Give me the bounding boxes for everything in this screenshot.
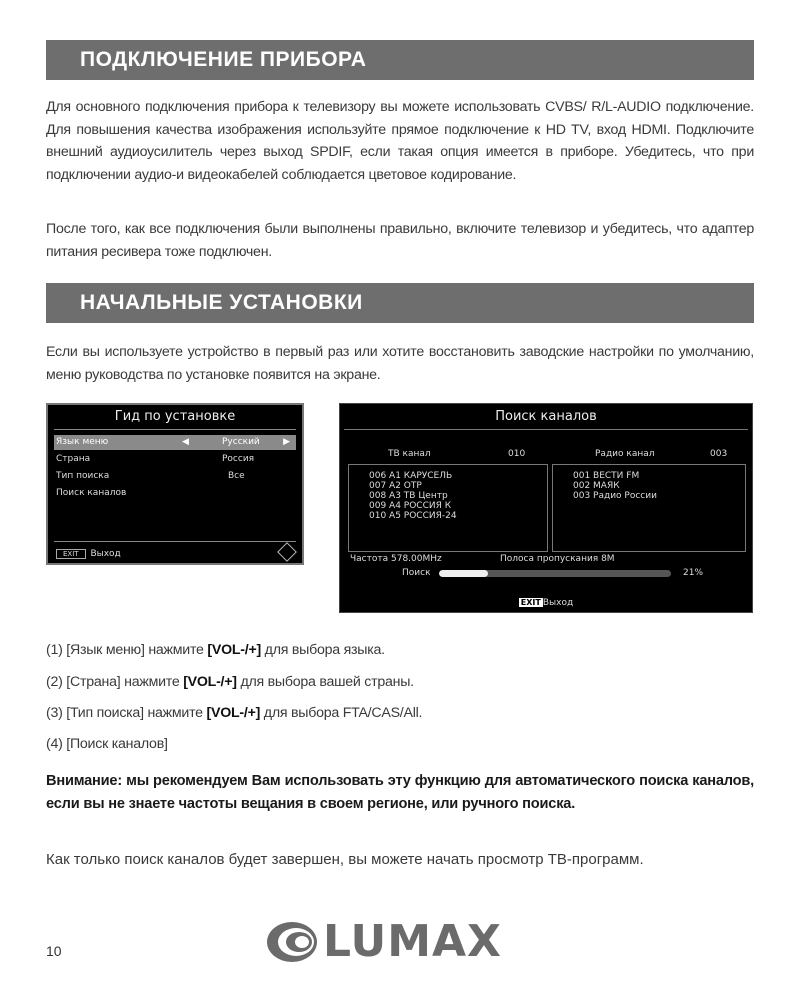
initial-setup-paragraph: Если вы используете устройство в первый раз или хотите восстановить заводские настройки по умолчанию, меню руководства по установке появится на экране.	[46, 344, 754, 383]
radio-channel-list	[573, 471, 657, 501]
setup-guide-screenshot	[46, 403, 304, 565]
step-text: для выбора языка.	[260, 642, 385, 658]
divider	[54, 429, 296, 430]
step-key: [VOL-/+]	[206, 705, 261, 721]
list-item: 001 ВЕСТИ FM	[573, 471, 640, 481]
setup-row-label: Страна	[56, 454, 91, 464]
search-progress-bar	[439, 570, 671, 577]
section-heading-initial-setup: НАЧАЛЬНЫЕ УСТАНОВКИ	[46, 283, 754, 323]
lumax-swoosh-icon	[265, 919, 319, 965]
step-1	[46, 642, 385, 658]
step-text: (3) [Тип поиска] нажмите	[46, 705, 207, 721]
tv-channel-list	[369, 471, 457, 521]
step-3	[46, 705, 422, 721]
step-text: (4) [Поиск каналов]	[46, 736, 168, 752]
progress-label: Поиск	[402, 568, 431, 578]
tv-channel-label: ТВ канал	[388, 449, 431, 459]
navigation-diamond-icon	[277, 542, 297, 562]
arrow-left-icon: ◀	[182, 437, 189, 447]
radio-channel-list-box	[552, 464, 746, 552]
bandwidth-label: Полоса пропускания 8M	[500, 554, 615, 564]
frequency-label: Частота 578.00MHz	[350, 554, 442, 564]
step-4	[46, 736, 168, 752]
radio-channel-label: Радио канал	[595, 449, 655, 459]
channel-search-screenshot	[339, 403, 753, 613]
list-item: 006 A1 КАРУСЕЛЬ	[369, 471, 453, 481]
final-paragraph: Как только поиск каналов будет завершен, вы можете начать просмотр ТВ-программ.	[46, 851, 644, 868]
attention-note: Внимание: мы рекомендуем Вам использовать эту функцию для автоматического поиска каналов, если вы не знаете частоты вещания в своем регионе, или ручного поиска.	[46, 773, 754, 812]
arrow-right-icon: ▶	[283, 437, 290, 447]
exit-label: Выход	[90, 549, 121, 559]
page-number: 10	[46, 943, 62, 959]
setup-row-label: Поиск каналов	[56, 488, 127, 498]
setup-footer	[56, 549, 121, 559]
channel-search-title: Поиск каналов	[495, 409, 597, 424]
exit-key: EXIT	[520, 598, 541, 607]
setup-guide-title: Гид по установке	[114, 409, 236, 424]
setup-row-channel-search	[54, 486, 296, 501]
setup-row-value: Россия	[222, 454, 255, 464]
setup-row-search-type	[54, 469, 296, 484]
list-item: 002 МАЯК	[573, 481, 620, 491]
setup-row-label: Язык меню	[56, 437, 109, 447]
list-item: 010 A5 РОССИЯ-24	[369, 511, 457, 521]
setup-row-value: Все	[228, 471, 245, 481]
connection-paragraph-2: После того, как все подключения были выполнены правильно, включите телевизор и убедитесь, что адаптер питания ресивера тоже подключен.	[46, 221, 754, 260]
setup-row-country	[54, 452, 296, 467]
step-text: (2) [Страна] нажмите	[46, 674, 184, 690]
progress-value: 21%	[683, 568, 704, 578]
exit-key: EXIT	[56, 549, 86, 559]
connection-paragraph-1: Для основного подключения прибора к телевизору вы можете использовать CVBS/ R/L-AUDIO подключение. Для повышения качества изображения используйте прямое подключение к HD TV, вход HDMI. Подключите внешний аудиоусилитель через выход SPDIF, если такая опция имеется в приборе. Убедитесь, что при подключении аудио-и видеокабелей соблюдается цветовое кодирование.	[46, 99, 754, 183]
list-item: 008 A3 ТВ Центр	[369, 491, 448, 501]
step-text: для выбора вашей страны.	[236, 674, 414, 690]
divider	[54, 541, 296, 542]
setup-row-value: Русский	[222, 437, 260, 447]
section-heading-connection: ПОДКЛЮЧЕНИЕ ПРИБОРА	[46, 40, 754, 80]
step-key: [VOL-/+]	[207, 642, 261, 658]
lumax-logo	[265, 917, 502, 967]
divider	[344, 429, 748, 430]
search-progress-fill	[439, 570, 488, 577]
list-item: 003 Радио России	[573, 491, 657, 501]
tv-channel-list-box	[348, 464, 548, 552]
logo-wordmark: LUMAX	[323, 916, 502, 967]
radio-channel-count: 003	[710, 449, 728, 459]
tv-channel-count: 010	[508, 449, 526, 459]
setup-row-language	[54, 435, 296, 450]
search-footer	[340, 598, 752, 608]
step-2	[46, 674, 414, 690]
list-item: 009 A4 РОССИЯ К	[369, 501, 452, 511]
step-text: для выбора FTA/CAS/All.	[260, 705, 423, 721]
exit-label: Выход	[542, 598, 574, 608]
setup-row-label: Тип поиска	[56, 471, 110, 481]
step-key: [VOL-/+]	[183, 674, 237, 690]
step-text: (1) [Язык меню] нажмите	[46, 642, 208, 658]
list-item: 007 A2 ОТР	[369, 481, 422, 491]
